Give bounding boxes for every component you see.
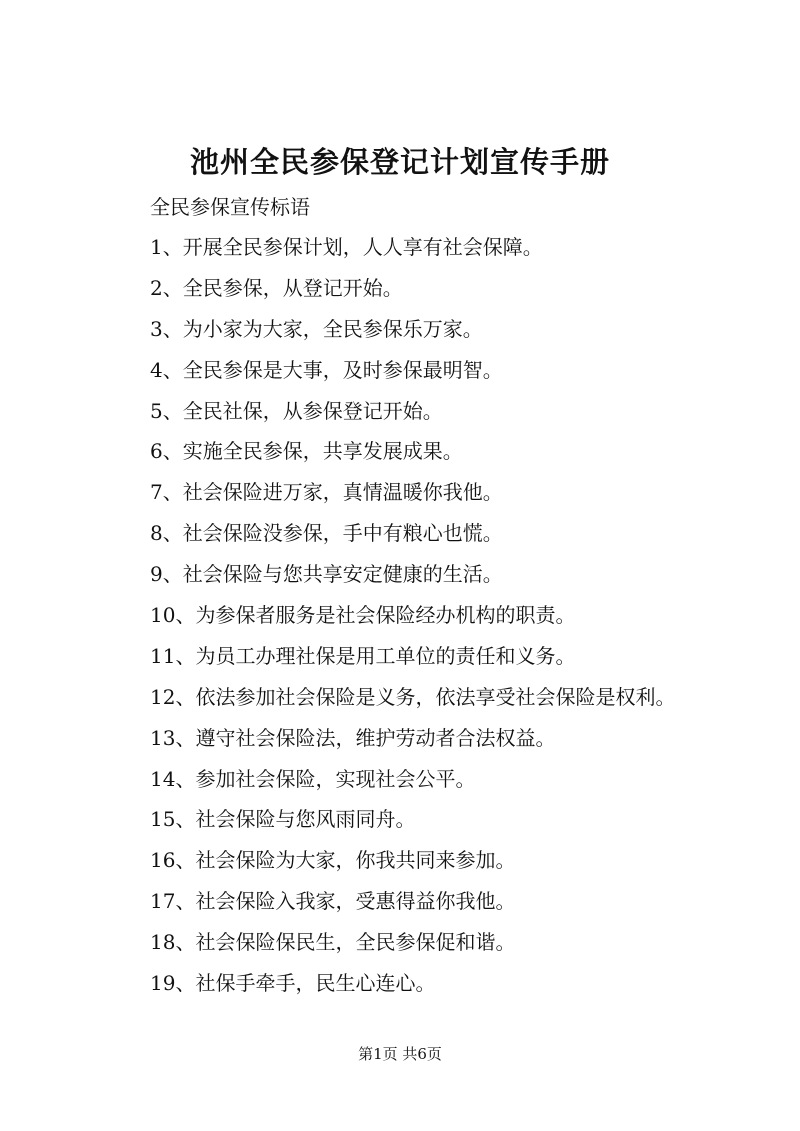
slogan-item: 11、为员工办理社保是用工单位的责任和义务。 [150,643,576,668]
slogan-item: 9、社会保险与您共享安定健康的生活。 [150,562,503,587]
slogan-item: 17、社会保险入我家，受惠得益你我他。 [150,889,516,914]
slogan-item: 19、社保手牵手，民生心连心。 [150,971,436,996]
slogan-item: 10、为参保者服务是社会保险经办机构的职责。 [150,603,576,628]
page-number: 第1页 共6页 [358,1045,442,1063]
slogan-item: 18、社会保险保民生，全民参保促和谐。 [150,930,516,955]
slogan-item: 2、全民参保，从登记开始。 [150,275,403,300]
slogan-item: 8、社会保险没参保，手中有粮心也慌。 [150,521,503,546]
slogan-item: 14、参加社会保险，实现社会公平。 [150,766,476,791]
slogan-item: 3、为小家为大家，全民参保乐万家。 [150,316,483,341]
section-heading: 全民参保宣传标语 [150,195,310,219]
slogan-item: 13、遵守社会保险法，维护劳动者合法权益。 [150,725,556,750]
slogan-item: 5、全民社保，从参保登记开始。 [150,398,443,423]
slogan-item: 6、实施全民参保，共享发展成果。 [150,439,463,464]
slogan-item: 7、社会保险进万家，真情温暖你我他。 [150,480,503,505]
slogan-list [150,233,675,1010]
page-title: 池州全民参保登记计划宣传手册 [189,145,610,179]
slogan-item: 12、依法参加社会保险是义务，依法享受社会保险是权利。 [150,684,676,709]
slogan-item: 15、社会保险与您风雨同舟。 [150,807,416,832]
slogan-item: 16、社会保险为大家，你我共同来参加。 [150,848,516,873]
slogan-item: 1、开展全民参保计划，人人享有社会保障。 [150,235,543,259]
slogan-item: 4、全民参保是大事，及时参保最明智。 [150,357,503,382]
